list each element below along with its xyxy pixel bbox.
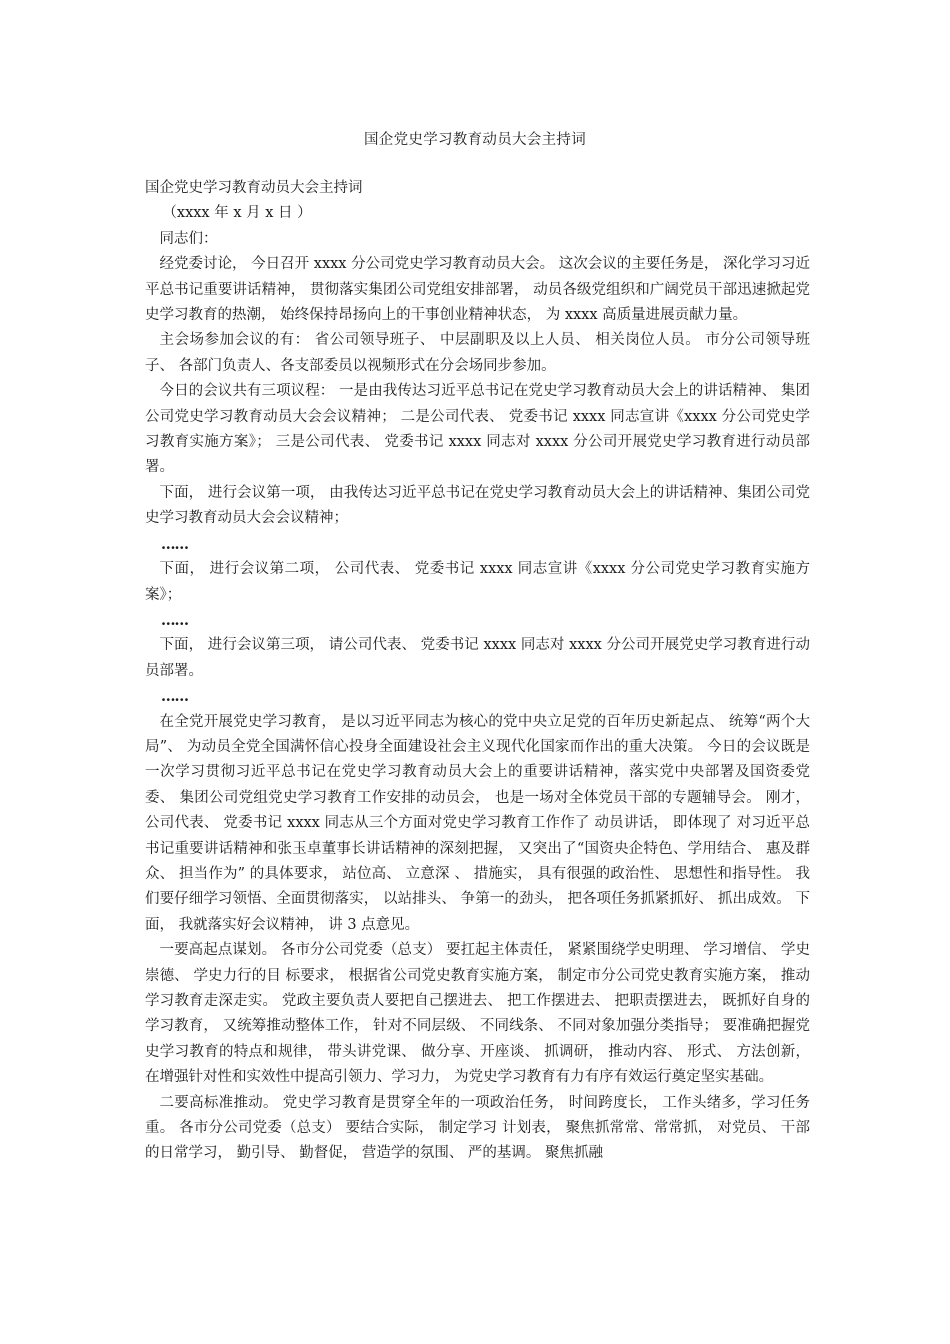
document-body xyxy=(145,176,810,1167)
ellipsis-marker: …… xyxy=(160,611,188,629)
document-title: 国企党史学习教育动员大会主持词 xyxy=(364,132,586,148)
document-paragraph: 主会场参加会议的有： 省公司领导班子、 中层副职及以上人员、 相关岗位人员。 市分公司领导班子、 各部门负责人、各支部委员以视频形式在分会场同步参加。 xyxy=(145,332,810,374)
document-paragraph: （xxxx 年 x 月 x 日 ） xyxy=(162,205,312,222)
document-paragraph: 在全党开展党史学习教育， 是以习近平同志为核心的党中央立足党的百年历史新起点、 统筹“两个大局”、 为动员全党全国满怀信心投身全面建设社会主义现代化国家而作出的重大决策。 今日的会议既是一次学习贯彻习近平总书记在党史学习教育动员大会上的重要讲话精神，落实党中央部署及国资委党委、 集团公司党组党史学习教育工作安排的动员会， 也是一场对全体党员干部的专题辅导会。 刚才， 公司代表、 党委书记 xxxx 同志从三个方面对党史学习教育工作作了 动员讲话， 即体现了 对习近平总书记重要讲话精神和张玉卓董事长讲话精神的深刻把握， 又突出了“国资央企特色、学用结合、 惠及群众、 担当作为” 的具体要求， 站位高、 立意深 、 措施实， 具有很强的政治性、 思想性和指导性。 我们要仔细学习领悟、全面贯彻落实， 以站排头、 争第一的劲头， 把各项任务抓紧抓好、 抓出成效。 下面， 我就落实好会议精神， 讲 3 点意见。 xyxy=(145,713,810,933)
document-paragraph: 一要高起点谋划。 各市分公司党委（总支） 要扛起主体责任， 紧紧围绕学史明理、 学习增信、 学史崇德、 学史力行的目 标要求， 根据省公司党史教育实施方案， 制定市分公司党史教育实施方案， 推动学习教育走深走实。 党政主要负责人要把自己摆进去、 把工作摆进去、 把职责摆进去， 既抓好自身的学习教育， 又统筹推动整体工作， 针对不同层级、 不同线条、 不同对象加强分类指导； 要准确把握党史学习教育的特点和规律， 带头讲党课、 做分享、开座谈、 抓调研， 推动内容、 形式、 方法创新， 在增强针对性和实效性中提高引领力、学习力， 为党史学习教育有力有序有效运行奠定坚实基础。 xyxy=(145,942,810,1086)
document-paragraph: 同志们： xyxy=(159,230,218,247)
document-paragraph: 今日的会议共有三项议程： 一是由我传达习近平总书记在党史学习教育动员大会上的讲话精神、 集团公司党史学习教育动员大会会议精神； 二是公司代表、 党委书记 xxxx 同志宣讲《xxxx 分公司党史学习教育实施方案》； 三是公司代表、 党委书记 xxxx 同志对 xxxx 分公司开展党史学习教育进行动员部署。 xyxy=(145,383,810,476)
document-paragraph: 经党委讨论， 今日召开 xxxx 分公司党史学习教育动员大会。 这次会议的主要任务是， 深化学习习近平总书记重要讲话精神， 贯彻落实集团公司党组安排部署， 动员各级党组织和广阔党员干部迅速掀起党史学习教育的热潮， 始终保持昂扬向上的干事创业精神状态， 为 xxxx 高质量进展贡献力量。 xyxy=(145,256,810,324)
document-paragraph: 二要高标准推动。 党史学习教育是贯穿全年的一项政治任务， 时间跨度长， 工作头绪多，学习任务重。 各市分公司党委（总支） 要结合实际， 制定学习 计划表， 聚焦抓常常、常常抓， 对党员、 干部的日常学习， 勤引导、 勤督促， 营造学的氛围、 严的基调。 聚焦抓融 xyxy=(145,1094,810,1162)
ellipsis-marker: …… xyxy=(160,688,188,706)
document-paragraph: 下面， 进行会议第一项， 由我传达习近平总书记在党史学习教育动员大会上的讲话精神、集团公司党史学习教育动员大会会议精神； xyxy=(145,484,810,527)
document-paragraph: 下面， 进行会议第二项， 公司代表、 党委书记 xxxx 同志宣讲《xxxx 分公司党史学习教育实施方案》； xyxy=(145,561,810,603)
document-paragraph: 下面， 进行会议第三项， 请公司代表、 党委书记 xxxx 同志对 xxxx 分公司开展党史学习教育进行动员部署。 xyxy=(145,637,810,679)
document-paragraph: 国企党史学习教育动员大会主持词 xyxy=(145,180,363,196)
ellipsis-marker: …… xyxy=(160,535,188,553)
